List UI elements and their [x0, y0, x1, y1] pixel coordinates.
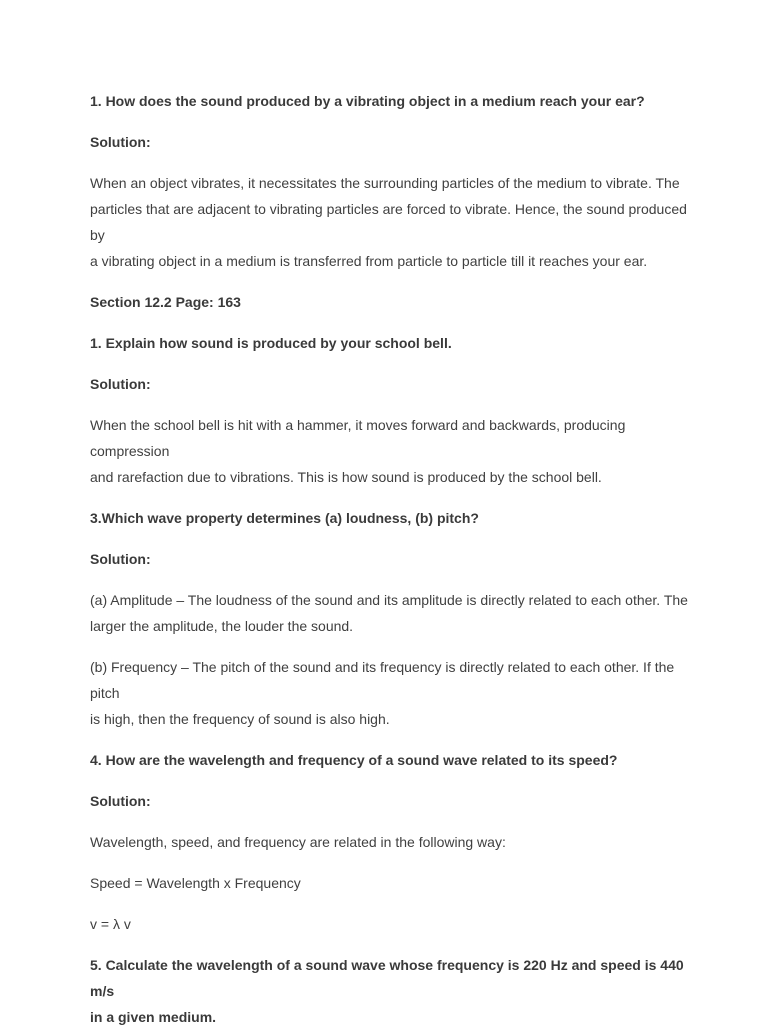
paragraph-line: When an object vibrates, it necessitates the surrounding particles of the medium to vibrate. The — [90, 175, 680, 191]
formula-symbols: v = λ v — [90, 916, 131, 932]
section-heading: Section 12.2 Page: 163 — [90, 294, 241, 310]
paragraph-line: When the school bell is hit with a hammer, it moves forward and backwards, producing compression — [90, 417, 626, 459]
paragraph-line: (a) Amplitude – The loudness of the sound and its amplitude is directly related to each other. The — [90, 592, 688, 608]
question-line: 5. Calculate the wavelength of a sound wave whose frequency is 220 Hz and speed is 440 m/s — [90, 957, 684, 999]
document-page — [90, 88, 690, 1030]
paragraph-line: larger the amplitude, the louder the sound. — [90, 618, 354, 634]
question-3: 3.Which wave property determines (a) loudness, (b) pitch? — [90, 510, 479, 526]
solution-paragraph-frequency — [90, 654, 690, 732]
solution-paragraph-amplitude — [90, 587, 690, 639]
question-5 — [90, 952, 690, 1030]
paragraph-line: and rarefaction due to vibrations. This is how sound is produced by the school bell. — [90, 469, 602, 485]
solution-label: Solution: — [90, 551, 151, 567]
question-school-bell: 1. Explain how sound is produced by your school bell. — [90, 335, 452, 351]
solution-intro: Wavelength, speed, and frequency are related in the following way: — [90, 834, 506, 850]
solution-paragraph — [90, 412, 690, 490]
solution-paragraph — [90, 170, 690, 274]
question-line: in a given medium. — [90, 1009, 217, 1025]
paragraph-line: is high, then the frequency of sound is also high. — [90, 711, 390, 727]
paragraph-line: (b) Frequency – The pitch of the sound and its frequency is directly related to each other. If the pitch — [90, 659, 675, 701]
question-4: 4. How are the wavelength and frequency of a sound wave related to its speed? — [90, 752, 618, 768]
solution-label: Solution: — [90, 376, 151, 392]
solution-label: Solution: — [90, 134, 151, 150]
paragraph-line: a vibrating object in a medium is transferred from particle to particle till it reaches your ear. — [90, 253, 648, 269]
formula-words: Speed = Wavelength x Frequency — [90, 875, 301, 891]
solution-label: Solution: — [90, 793, 151, 809]
question-1: 1. How does the sound produced by a vibrating object in a medium reach your ear? — [90, 93, 645, 109]
paragraph-line: particles that are adjacent to vibrating particles are forced to vibrate. Hence, the sound produced by — [90, 201, 687, 243]
